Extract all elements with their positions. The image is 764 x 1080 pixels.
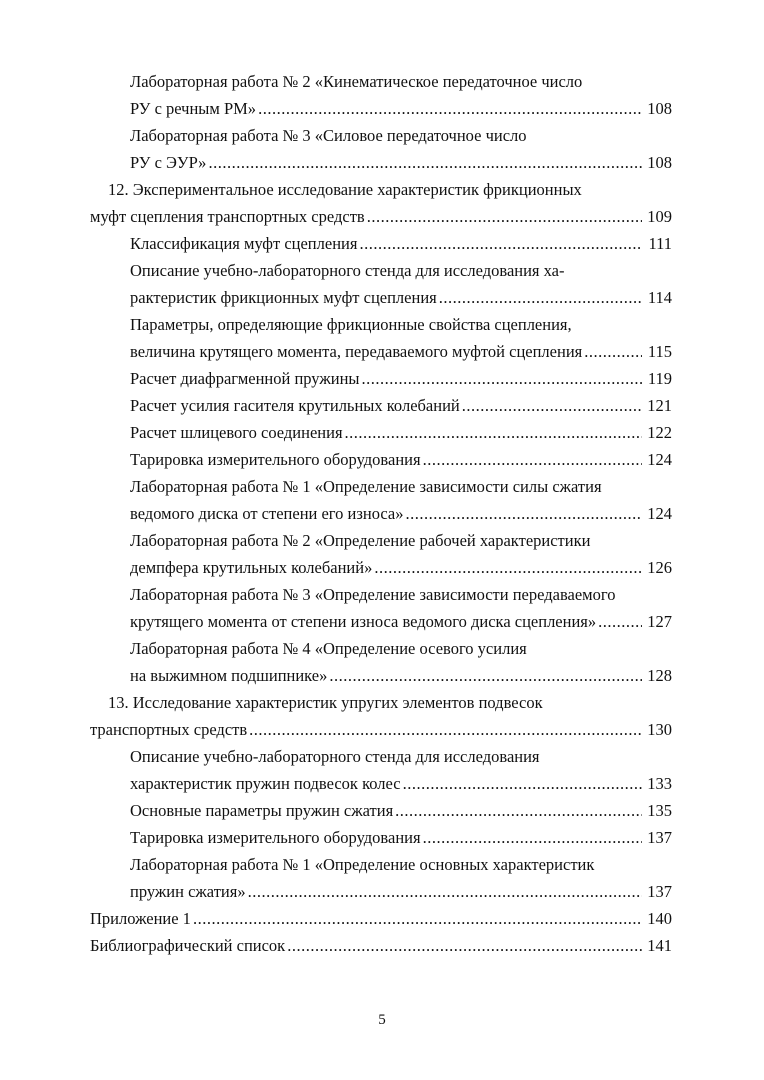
toc-entry <box>0 419 764 446</box>
toc-entry <box>0 392 764 419</box>
toc-entry-text: Расчет диафрагменной пружины <box>130 369 360 388</box>
toc-entry-text: муфт сцепления транспортных средств <box>90 207 365 226</box>
toc-entry <box>0 122 764 176</box>
toc-page-number: 135 <box>647 801 672 820</box>
toc-page-number: 124 <box>647 450 672 469</box>
toc-entry-text: Лабораторная работа № 2 «Определение рабочей характеристики <box>130 531 591 550</box>
toc-entry-text: рактеристик фрикционных муфт сцепления <box>130 288 437 307</box>
dot-leader <box>395 797 642 824</box>
toc-entry-text: пружин сжатия» <box>130 882 246 901</box>
dot-leader <box>405 500 642 527</box>
toc-page-number: 109 <box>647 207 672 226</box>
dot-leader <box>208 149 642 176</box>
toc-page-number: 122 <box>647 423 672 442</box>
dot-leader <box>367 203 642 230</box>
dot-leader <box>362 365 643 392</box>
toc-entry <box>0 311 764 365</box>
toc-entry-text: величина крутящего момента, передаваемого муфтой сцепления <box>130 342 583 361</box>
toc-page-number: 108 <box>647 99 672 118</box>
toc-entry <box>0 176 764 230</box>
toc-entry-text: 12. Экспериментальное исследование характеристик фрикционных <box>108 180 582 199</box>
toc-page-number: 121 <box>647 396 672 415</box>
dot-leader <box>439 284 642 311</box>
dot-leader <box>258 95 642 122</box>
toc-entry <box>0 689 764 743</box>
toc-entry <box>0 446 764 473</box>
toc-page-number: 133 <box>647 774 672 793</box>
toc-entry-text: Приложение 1 <box>90 909 191 928</box>
toc-entry-text: Основные параметры пружин сжатия <box>130 801 394 820</box>
toc-page-number: 126 <box>647 558 672 577</box>
dot-leader <box>359 230 642 257</box>
toc-entry-text: Описание учебно-лабораторного стенда для исследования <box>130 747 540 766</box>
toc-entry <box>0 257 764 311</box>
toc-entry <box>0 797 764 824</box>
toc-page-number: 115 <box>647 342 672 361</box>
toc-page-number: 137 <box>647 882 672 901</box>
toc-entry-text: РУ с ЭУР» <box>130 153 207 172</box>
toc-entry-text: Параметры, определяющие фрикционные свойства сцепления, <box>130 315 572 334</box>
toc-page-number: 140 <box>647 909 672 928</box>
dot-leader <box>193 905 642 932</box>
toc-entry-text: характеристик пружин подвесок колес <box>130 774 401 793</box>
dot-leader <box>598 608 642 635</box>
toc-entry-text: Тарировка измерительного оборудования <box>130 828 421 847</box>
toc-entry-text: 13. Исследование характеристик упругих элементов подвесок <box>108 693 543 712</box>
toc-entry-text: транспортных средств <box>90 720 248 739</box>
toc-entry-text: демпфера крутильных колебаний» <box>130 558 373 577</box>
toc-entry-text: ведомого диска от степени его износа» <box>130 504 404 523</box>
toc-entry <box>0 905 764 932</box>
toc-entry-text: Описание учебно-лабораторного стенда для исследования ха- <box>130 261 565 280</box>
toc-page-number: 137 <box>647 828 672 847</box>
dot-leader <box>584 338 642 365</box>
toc-entry-text: Лабораторная работа № 3 «Силовое передаточное число <box>130 126 527 145</box>
toc-entry <box>0 635 764 689</box>
toc-entry-text: Лабораторная работа № 1 «Определение зависимости силы сжатия <box>130 477 602 496</box>
toc-entry <box>0 365 764 392</box>
toc-page-number: 127 <box>647 612 672 631</box>
dot-leader <box>403 770 642 797</box>
dot-leader <box>248 878 642 905</box>
toc-page-number: 119 <box>647 369 672 388</box>
dot-leader <box>423 446 642 473</box>
toc-entry <box>0 473 764 527</box>
dot-leader <box>345 419 642 446</box>
toc-entry-text: крутящего момента от степени износа ведомого диска сцепления» <box>130 612 597 631</box>
toc-entry-text: на выжимном подшипнике» <box>130 666 328 685</box>
toc-page-number: 128 <box>647 666 672 685</box>
toc-page-number: 141 <box>647 936 672 955</box>
toc-entry-text: Классификация муфт сцепления <box>130 234 358 253</box>
dot-leader <box>249 716 642 743</box>
toc-page-number: 111 <box>648 234 672 253</box>
dot-leader <box>462 392 642 419</box>
toc-entry <box>0 824 764 851</box>
dot-leader <box>374 554 642 581</box>
toc-entry-text: Библиографический список <box>90 936 286 955</box>
toc-entry <box>0 581 764 635</box>
toc-entry-text: Лабораторная работа № 4 «Определение осевого усилия <box>130 639 527 658</box>
toc-entry <box>0 743 764 797</box>
toc-page-number: 108 <box>647 153 672 172</box>
toc-entry-text: Расчет усилия гасителя крутильных колебаний <box>130 396 460 415</box>
toc-page-number: 130 <box>647 720 672 739</box>
toc-page-number: 114 <box>647 288 672 307</box>
dot-leader <box>423 824 642 851</box>
toc-entry-text: Лабораторная работа № 1 «Определение основных характеристик <box>130 855 595 874</box>
toc-entry <box>0 932 764 959</box>
toc-entry-text: Расчет шлицевого соединения <box>130 423 343 442</box>
toc-entry <box>0 527 764 581</box>
table-of-contents <box>0 68 764 959</box>
toc-page-number: 124 <box>647 504 672 523</box>
toc-entry <box>0 68 764 122</box>
page-number: 5 <box>378 1012 386 1028</box>
toc-entry-text: Лабораторная работа № 2 «Кинематическое передаточное число <box>130 72 583 91</box>
toc-entry-text: РУ с речным РМ» <box>130 99 257 118</box>
toc-entry <box>0 851 764 905</box>
toc-entry <box>0 230 764 257</box>
toc-entry-text: Тарировка измерительного оборудования <box>130 450 421 469</box>
dot-leader <box>287 932 642 959</box>
toc-entry-text: Лабораторная работа № 3 «Определение зависимости передаваемого <box>130 585 616 604</box>
dot-leader <box>329 662 642 689</box>
